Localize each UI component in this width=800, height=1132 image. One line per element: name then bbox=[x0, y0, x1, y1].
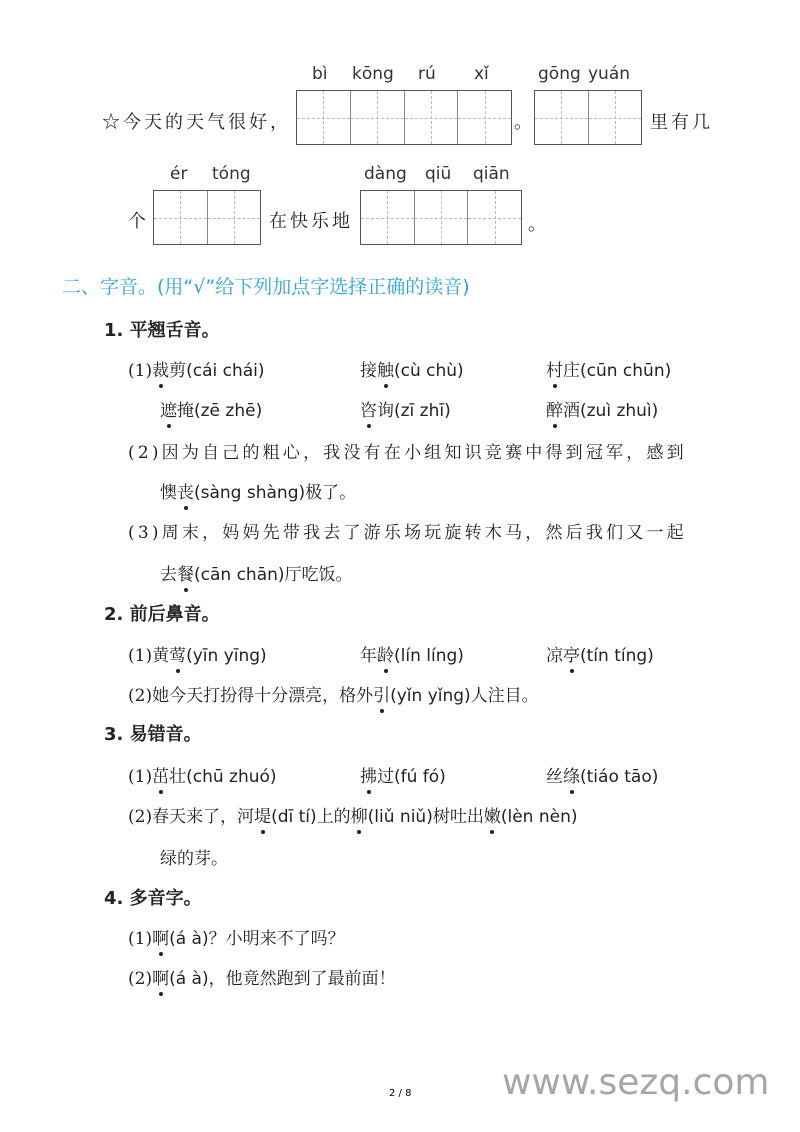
line1-suffix: 里有几 bbox=[650, 112, 713, 133]
g3-q1-word-zhuozhuang: (1)茁壮(chū zhuó) bbox=[128, 762, 277, 787]
g1-q1-row1: (1)裁剪(cái chái) bbox=[128, 356, 265, 381]
word: 裁剪(cái chái) bbox=[152, 361, 264, 381]
g1-q2-line2: 懊丧(sàng shàng)极了。 bbox=[160, 478, 356, 503]
g3-q1-word-fuguo: 拂过(fú fó) bbox=[360, 762, 446, 787]
pinyin-er: ér bbox=[170, 164, 188, 184]
group-title-1: 1. 平翘舌音。 bbox=[104, 320, 220, 341]
line2-mid: 在快乐地 bbox=[269, 211, 353, 232]
watermark: www.sezq.com bbox=[502, 1062, 770, 1103]
page-number: 2 / 8 bbox=[389, 1088, 412, 1099]
pinyin-qiu: qiū bbox=[425, 164, 452, 184]
line1-prefix: ☆今天的天气很好， bbox=[102, 112, 291, 133]
g2-q1-word-huangying: (1)黄莺(yīn yīng) bbox=[128, 641, 267, 666]
pinyin-dang: dàng bbox=[364, 164, 407, 184]
line2-prefix: 个 bbox=[128, 211, 149, 232]
pinyin-kong: kōng bbox=[352, 64, 394, 84]
answer-grid-ertong[interactable] bbox=[153, 190, 261, 245]
g3-q2-line1: (2)春天来了，河堤(dī tí)上的柳(liǔ niǔ)树吐出嫩(lèn nèn) bbox=[128, 802, 577, 827]
g1-q3-line1: (3)周末，妈妈先带我去了游乐场玩旋转木马，然后我们又一起 bbox=[128, 523, 687, 543]
g1-q2-line1: (2)因为自己的粗心，我没有在小组知识竞赛中得到冠军，感到 bbox=[128, 443, 687, 463]
pinyin-qian: qiān bbox=[473, 164, 510, 184]
pinyin-ru: rú bbox=[418, 64, 436, 84]
line2-suffix: 。 bbox=[528, 214, 549, 235]
group-title-2: 2. 前后鼻音。 bbox=[104, 604, 220, 625]
g3-q1-word-sitao: 丝绦(tiáo tāo) bbox=[546, 762, 658, 787]
pinyin-yuan: yuán bbox=[588, 64, 631, 84]
answer-grid-dangqiuqian[interactable] bbox=[360, 190, 522, 245]
g3-q2-line2: 绿的芽。 bbox=[160, 849, 228, 869]
pinyin-bi: bì bbox=[312, 64, 328, 84]
g1-q1-word-jiechu: 接触(cù chù) bbox=[360, 356, 464, 381]
g1-q1-word-zuijiu: 醉酒(zuì zhuì) bbox=[546, 396, 658, 421]
line1-period: 。 bbox=[514, 112, 535, 133]
g4-q1: (1)啊(á à)？小明来不了吗？ bbox=[128, 924, 345, 949]
g2-q1-word-liangting: 凉亭(tín tíng) bbox=[546, 641, 654, 666]
g1-q1-word-zixun: 咨询(zī zhī) bbox=[360, 396, 451, 421]
g1-q1-word-cunzhuang: 村庄(cūn chūn) bbox=[546, 356, 671, 381]
pinyin-gong: gōng bbox=[538, 64, 581, 84]
g1-q1-word-zheyan: 遮掩(zē zhē) bbox=[160, 396, 262, 421]
pinyin-xi: xǐ bbox=[474, 64, 489, 84]
group-title-3: 3. 易错音。 bbox=[104, 724, 202, 745]
group-title-4: 4. 多音字。 bbox=[104, 888, 202, 909]
g4-q2: (2)啊(á à)，他竟然跑到了最前面！ bbox=[128, 964, 396, 989]
g1-q3-line2: 去餐(cān chān)厅吃饭。 bbox=[160, 560, 353, 585]
section-title: 二、字音。(用“√”给下列加点字选择正确的读音) bbox=[62, 276, 470, 298]
answer-grid-gongyuan[interactable] bbox=[534, 90, 642, 145]
g2-q2: (2)她今天打扮得十分漂亮，格外引(yǐn yǐng)人注目。 bbox=[128, 681, 539, 706]
g2-q1-word-nianling: 年龄(lín líng) bbox=[360, 641, 464, 666]
pinyin-tong: tóng bbox=[212, 164, 251, 184]
answer-grid-bikongruxi[interactable] bbox=[296, 90, 512, 145]
